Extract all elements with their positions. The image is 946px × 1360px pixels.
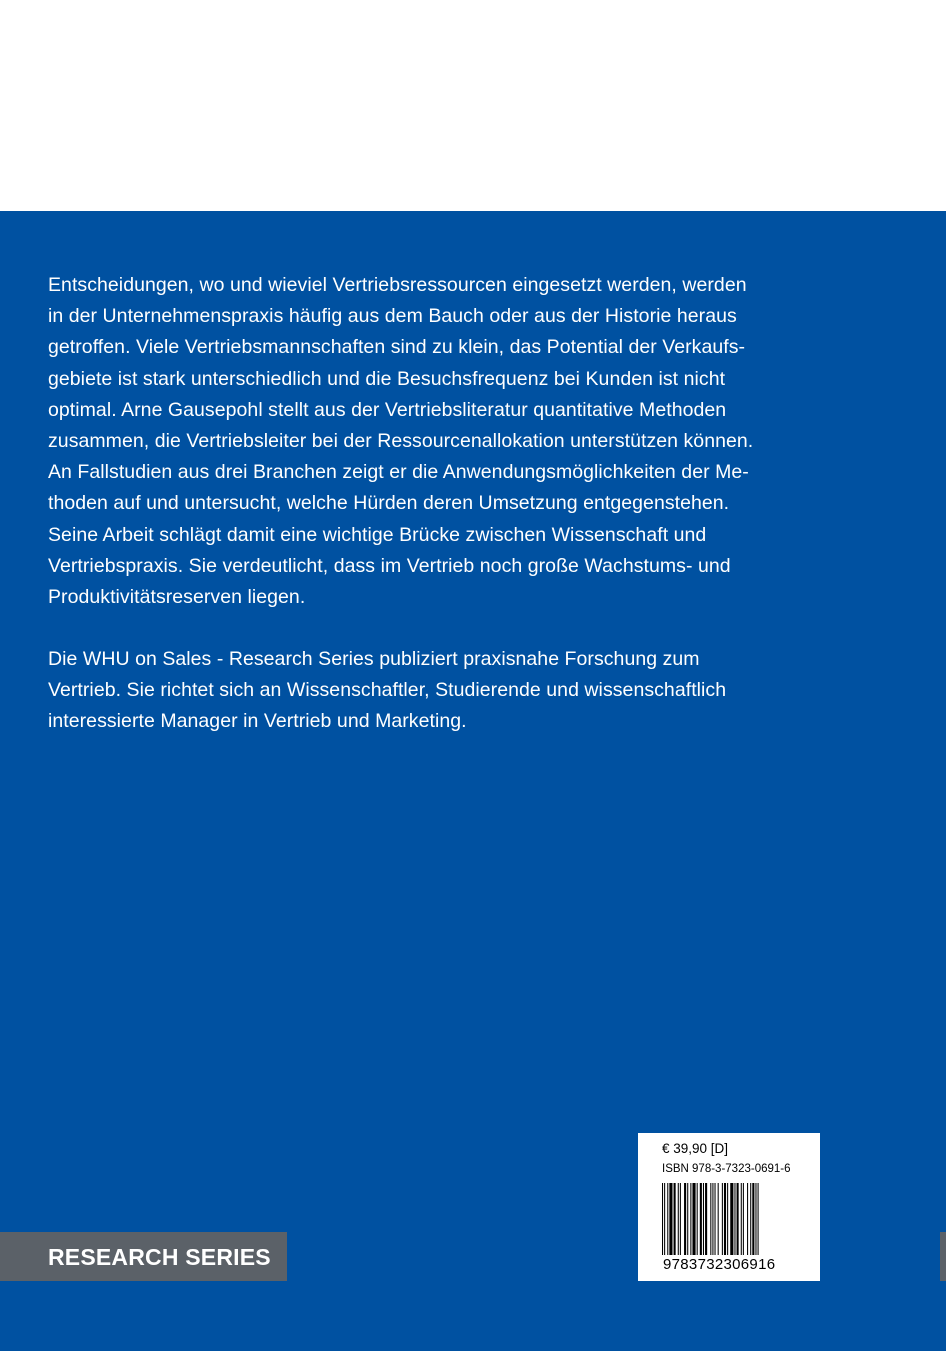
barcode-icon (662, 1183, 794, 1255)
description-line: gebiete ist stark unterschiedlich und die Besuchsfrequenz bei Kunden ist nicht (48, 367, 726, 390)
description-line: getroffen. Viele Vertriebsmannschaften sind zu klein, das Potential der Verkaufs- (48, 336, 746, 359)
isbn-text: ISBN 978-3-7323-0691-6 (662, 1163, 791, 1175)
price-text: € 39,90 [D] (662, 1141, 729, 1156)
description-line: Vertriebspraxis. Sie verdeutlicht, dass im Vertrieb noch große Wachstums- und (48, 554, 731, 577)
description-line: Entscheidungen, wo und wieviel Vertriebsressourcen eingesetzt werden, werden (48, 274, 747, 296)
ean-number: 9783732306916 (663, 1256, 776, 1273)
barcode-label (638, 1133, 820, 1281)
description-line: zusammen, die Vertriebsleiter bei der Ressourcenallokation unterstützen können. (48, 430, 754, 453)
series-line: Die WHU on Sales - Research Series publiziert praxisnahe Forschung zum (48, 648, 700, 670)
description-line: optimal. Arne Gausepohl stellt aus der Vertriebsliteratur quantitative Methoden (48, 398, 727, 421)
book-description (48, 270, 828, 613)
series-description (48, 644, 828, 738)
description-line: in der Unternehmenspraxis häufig aus dem Bauch oder aus der Historie heraus (48, 305, 737, 328)
series-label: RESEARCH SERIES (48, 1244, 271, 1270)
description-line: Produktivitätsreserven liegen. (48, 586, 306, 609)
description-line: Seine Arbeit schlägt damit eine wichtige Brücke zwischen Wissenschaft und (48, 523, 707, 546)
series-line: Vertrieb. Sie richtet sich an Wissenschaftler, Studierende und wissenschaftlich (48, 679, 727, 702)
spine-edge-mark (940, 1232, 946, 1281)
series-line: interessierte Manager in Vertrieb und Marketing. (48, 710, 467, 733)
description-line: An Fallstudien aus drei Branchen zeigt er die Anwendungsmöglichkeiten der Me- (48, 461, 749, 484)
bottom-margin (0, 1351, 946, 1360)
description-line: thoden auf und untersucht, welche Hürden deren Umsetzung entgegenstehen. (48, 492, 730, 515)
